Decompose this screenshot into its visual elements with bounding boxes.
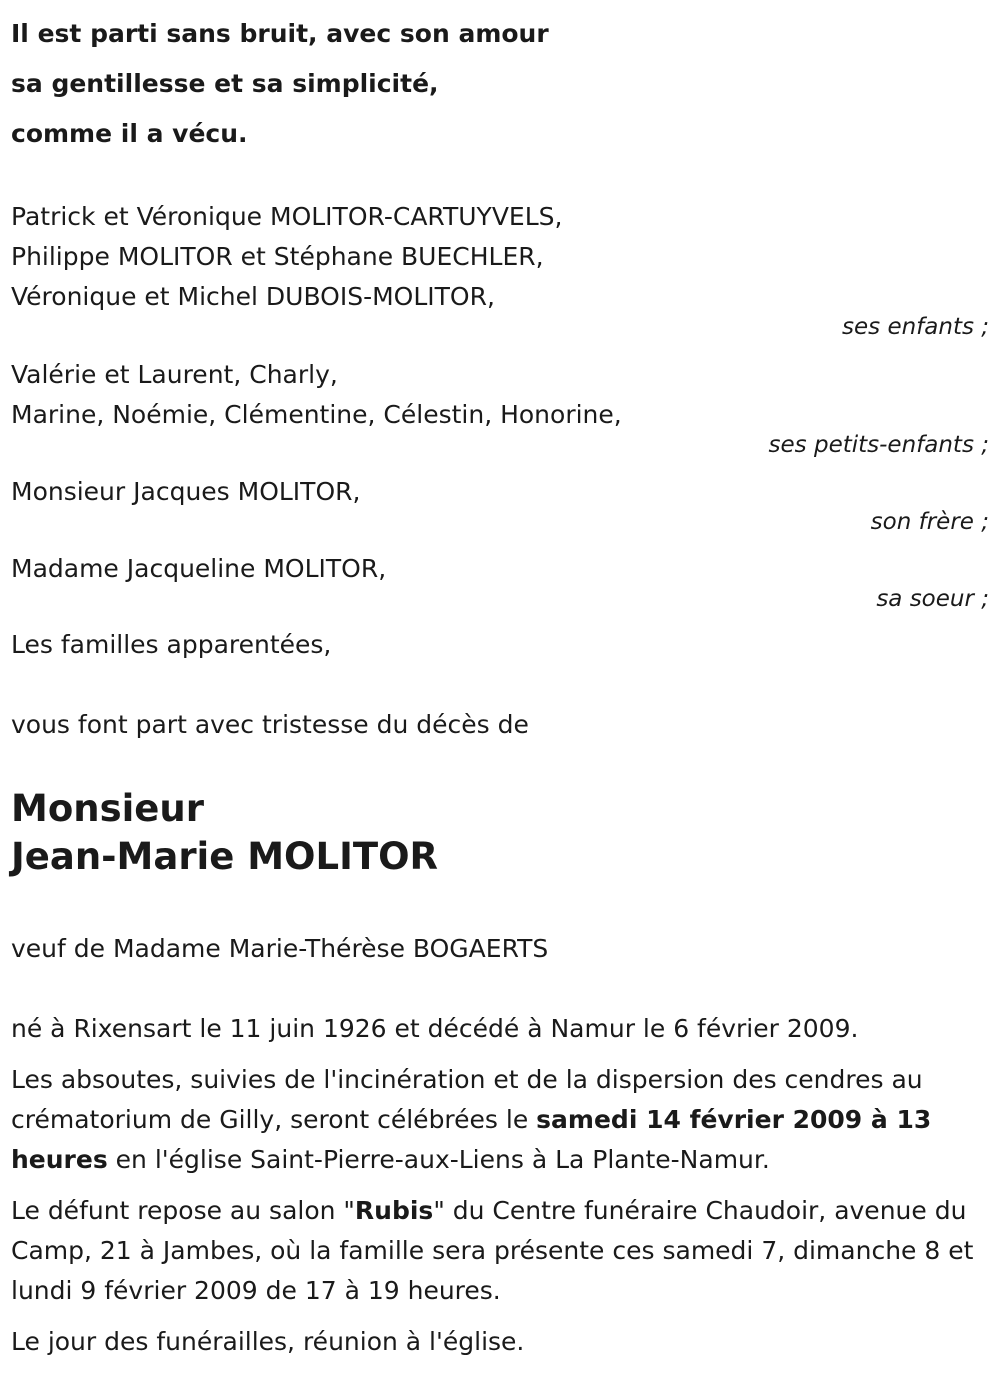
birth-death-info: né à Rixensart le 11 juin 1926 et décédé à Namur le 6 février 2009.	[11, 1014, 859, 1043]
family-line: Valérie et Laurent, Charly,	[11, 360, 338, 389]
family-line: Patrick et Véronique MOLITOR-CARTUYVELS,	[11, 202, 563, 231]
family-group-relatives	[11, 625, 991, 665]
family-line: Philippe MOLITOR et Stéphane BUECHLER,	[11, 242, 544, 271]
deceased-full-name: Jean-Marie MOLITOR	[11, 835, 439, 878]
deceased-title: Monsieur	[11, 787, 204, 830]
ceremony-location: en l'église Saint-Pierre-aux-Liens à La Plante-Namur.	[107, 1145, 770, 1174]
family-line: Marine, Noémie, Clémentine, Célestin, Honorine,	[11, 400, 622, 429]
family-group-grandchildren	[11, 355, 991, 457]
epitaph-line: sa gentillesse et sa simplicité,	[11, 69, 439, 98]
visitation-details: " du Centre funéraire Chaudoir, avenue du Camp, 21 à Jambes, où la famille sera présente ces samedi 7, dimanche 8 et lundi 9 février 2009 de 17 à 19 heures.	[11, 1196, 974, 1305]
family-list	[11, 197, 991, 665]
family-line: Madame Jacqueline MOLITOR,	[11, 554, 387, 583]
widower-of: veuf de Madame Marie-Thérèse BOGAERTS	[11, 934, 549, 963]
family-line: Les familles apparentées,	[11, 630, 332, 659]
relation-label: son frère ;	[870, 509, 989, 535]
visitation-text: Le défunt repose au salon "	[11, 1196, 355, 1225]
deceased-name	[11, 785, 991, 881]
epitaph-line: Il est parti sans bruit, avec son amour	[11, 19, 549, 48]
ceremony-text: Les absoutes, suivies de l'incinération et de la dispersion des cendres au crématorium de Gilly, seront célébrées le	[11, 1065, 923, 1134]
epitaph	[11, 0, 991, 159]
relation-label: sa soeur ;	[876, 586, 989, 612]
relation-label: ses petits-enfants ;	[768, 432, 989, 458]
epitaph-line: comme il a vécu.	[11, 119, 248, 148]
visitation-info	[11, 1191, 991, 1311]
family-group-children	[11, 197, 991, 339]
salon-name: Rubis	[354, 1196, 434, 1225]
funeral-day-info: Le jour des funérailles, réunion à l'église.	[11, 1327, 525, 1356]
announcement: vous font part avec tristesse du décès de	[11, 710, 529, 739]
ceremony-info	[11, 1060, 991, 1180]
obituary-notice	[11, 0, 991, 1373]
relation-label: ses enfants ;	[842, 314, 989, 340]
ceremony-date-time: samedi 14 février 2009 à 13 heures	[11, 1105, 932, 1174]
family-group-sister	[11, 549, 991, 611]
family-line: Véronique et Michel DUBOIS-MOLITOR,	[11, 282, 495, 311]
family-group-brother	[11, 472, 991, 534]
family-line: Monsieur Jacques MOLITOR,	[11, 477, 361, 506]
